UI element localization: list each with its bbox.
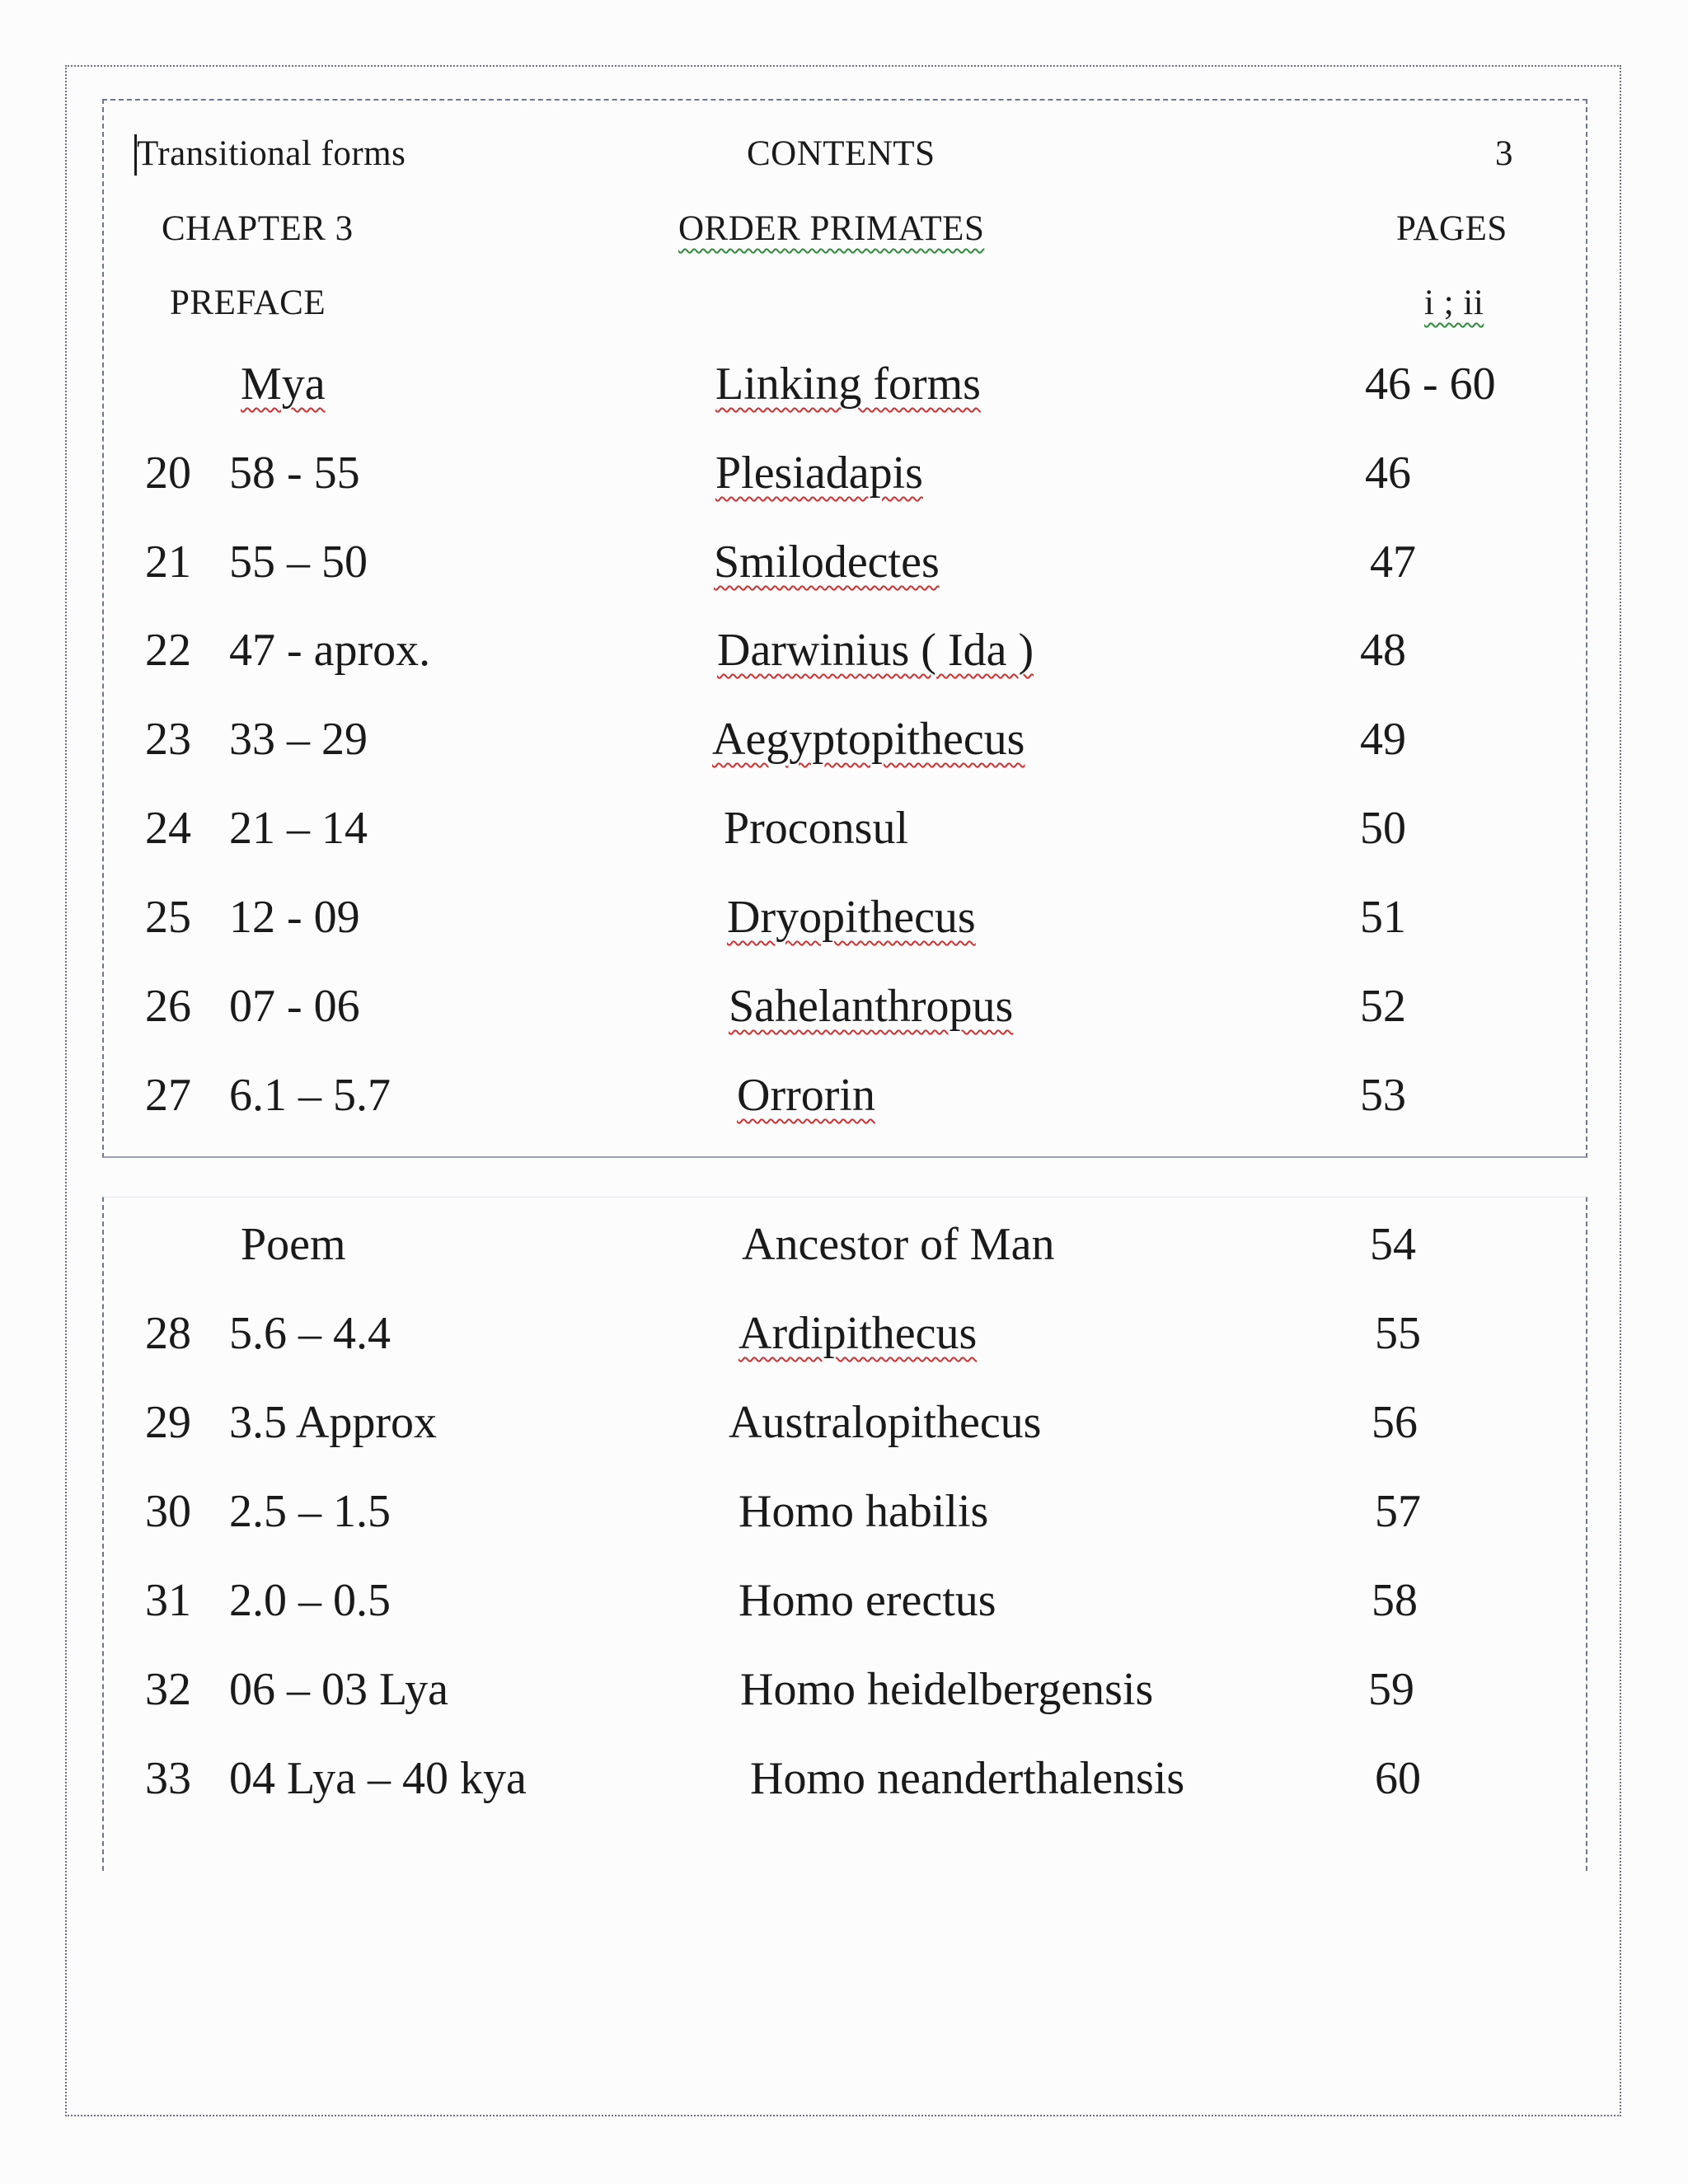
entry-page: 58 (1372, 1575, 1418, 1626)
entry-name: Darwinius ( Ida ) (717, 625, 1034, 676)
entry-name: Proconsul (724, 803, 908, 854)
entry-name: Smilodectes (714, 537, 940, 588)
entry-name: Homo neanderthalensis (750, 1753, 1185, 1804)
entry-number: 27 (145, 1070, 191, 1121)
entry-number: 20 (145, 448, 191, 499)
entry-mya: 33 – 29 (229, 714, 368, 765)
preface-label: PREFACE (170, 284, 326, 322)
entry-name: Australopithecus (729, 1397, 1042, 1448)
entry-name: Sahelanthropus (729, 981, 1014, 1032)
entry-name: Orrorin (737, 1070, 875, 1121)
entry-name: Homo heidelbergensis (740, 1664, 1154, 1715)
entry-mya: 2.0 – 0.5 (229, 1575, 391, 1626)
entry-mya: 04 Lya – 40 kya (229, 1753, 527, 1804)
entry-mya: 07 - 06 (229, 981, 360, 1032)
entry-page: 55 (1375, 1308, 1421, 1359)
entry-number: 26 (145, 981, 191, 1032)
entry-number: 33 (145, 1753, 191, 1804)
entry-mya: 21 – 14 (229, 803, 368, 854)
entry-number: 24 (145, 803, 191, 854)
entry-mya: 3.5 Approx (229, 1397, 437, 1448)
entry-name: Dryopithecus (727, 892, 976, 943)
entry-mya: 12 - 09 (229, 892, 360, 943)
entry-page: 49 (1360, 714, 1406, 765)
entry-page: 50 (1360, 803, 1406, 854)
entry-page: 60 (1375, 1753, 1421, 1804)
entry-number: 22 (145, 625, 191, 676)
chapter-title: ORDER PRIMATES (678, 209, 985, 248)
entry-name: Plesiadapis (715, 448, 923, 499)
entry-name: Ardipithecus (738, 1308, 978, 1359)
preface-pages: i ; ii (1424, 284, 1484, 322)
entry-page: 52 (1360, 981, 1406, 1032)
entry-mya: 5.6 – 4.4 (229, 1308, 391, 1359)
header-page-number: 3 (1495, 134, 1513, 173)
pages-label: PAGES (1396, 209, 1507, 248)
entry-number: 29 (145, 1397, 191, 1448)
entry-number: 23 (145, 714, 191, 765)
poem-page: 54 (1370, 1219, 1416, 1270)
poem-label: Poem (241, 1219, 346, 1270)
entry-number: 25 (145, 892, 191, 943)
entry-page: 51 (1360, 892, 1406, 943)
entry-mya: 55 – 50 (229, 537, 368, 588)
entry-name: Homo erectus (738, 1575, 996, 1626)
entry-name: Aegyptopithecus (712, 714, 1025, 765)
entry-page: 59 (1368, 1664, 1414, 1715)
mya-column-heading: Mya (241, 359, 326, 410)
header-left: Transitional forms (137, 134, 406, 173)
section-pages: 46 - 60 (1365, 359, 1496, 410)
entry-name: Homo habilis (738, 1486, 989, 1537)
entry-mya: 2.5 – 1.5 (229, 1486, 391, 1537)
entry-number: 28 (145, 1308, 191, 1359)
entry-number: 21 (145, 537, 191, 588)
entry-mya: 6.1 – 5.7 (229, 1070, 391, 1121)
entry-mya: 06 – 03 Lya (229, 1664, 448, 1715)
entry-page: 57 (1375, 1486, 1421, 1537)
entry-page: 46 (1365, 448, 1411, 499)
entry-page: 47 (1370, 537, 1416, 588)
entry-number: 30 (145, 1486, 191, 1537)
entry-number: 32 (145, 1664, 191, 1715)
chapter-label: CHAPTER 3 (162, 209, 354, 248)
poem-title: Ancestor of Man (742, 1219, 1055, 1270)
header-center: CONTENTS (747, 134, 935, 173)
entry-number: 31 (145, 1575, 191, 1626)
section-title: Linking forms (715, 359, 981, 410)
entry-page: 53 (1360, 1070, 1406, 1121)
entry-page: 56 (1372, 1397, 1418, 1448)
entry-mya: 58 - 55 (229, 448, 360, 499)
entry-page: 48 (1360, 625, 1406, 676)
entry-mya: 47 - aprox. (229, 625, 431, 676)
